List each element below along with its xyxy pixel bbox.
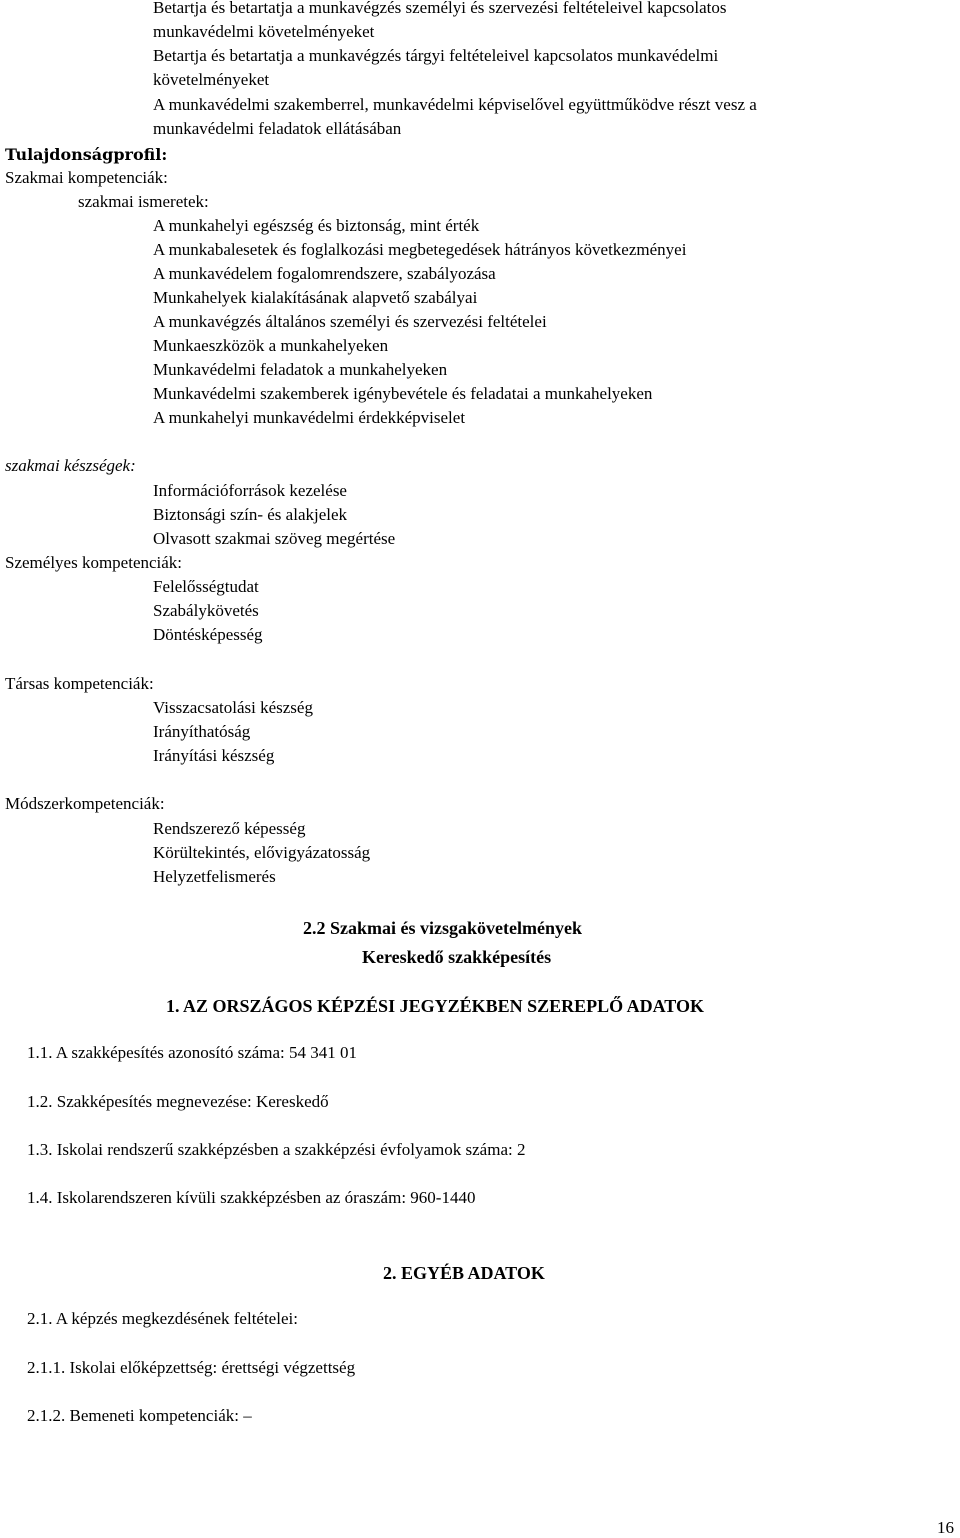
heading-orszagos-kepzesi-jegyzek: 1. AZ ORSZÁGOS KÉPZÉSI JEGYZÉKBEN SZEREPLŐ ADATOK bbox=[166, 996, 704, 1016]
szakmai-ismeretek-label: szakmai ismeretek: bbox=[78, 192, 209, 211]
other-item-2-1-2: 2.1.2. Bemeneti kompetenciák: – bbox=[27, 1406, 252, 1425]
szemelyes-item-1: Felelősségtudat bbox=[153, 577, 259, 596]
data-item-1-1: 1.1. A szakképesítés azonosító száma: 54 341 01 bbox=[27, 1043, 358, 1062]
top-item-4: követelményeket bbox=[153, 70, 270, 89]
tarsas-kompetenciak-label: Társas kompetenciák: bbox=[5, 674, 154, 693]
tarsas-item-2: Irányíthatóság bbox=[153, 722, 251, 741]
ismeret-item-5: A munkavégzés általános személyi és szervezési feltételei bbox=[153, 312, 547, 331]
keszseg-item-3: Olvasott szakmai szöveg megértése bbox=[153, 529, 396, 548]
ismeret-item-1: A munkahelyi egészség és biztonság, mint érték bbox=[153, 216, 480, 235]
data-item-1-4: 1.4. Iskolarendszeren kívüli szakképzésben az óraszám: 960-1440 bbox=[27, 1188, 476, 1207]
section-subtitle: Kereskedő szakképesítés bbox=[362, 947, 552, 967]
tarsas-item-1: Visszacsatolási készség bbox=[153, 698, 313, 717]
page-number: 16 bbox=[937, 1518, 954, 1537]
keszseg-item-2: Biztonsági szín- és alakjelek bbox=[153, 505, 348, 524]
tarsas-item-3: Irányítási készség bbox=[153, 746, 275, 765]
ismeret-item-6: Munkaeszközök a munkahelyeken bbox=[153, 336, 389, 355]
other-item-2-1: 2.1. A képzés megkezdésének feltételei: bbox=[27, 1309, 298, 1328]
szakmai-keszsegek-label: szakmai készségek: bbox=[5, 456, 136, 475]
section-title: 2.2 Szakmai és vizsgakövetelmények bbox=[303, 918, 582, 938]
modszer-item-1: Rendszerező képesség bbox=[153, 819, 306, 838]
heading-egyeb-adatok: 2. EGYÉB ADATOK bbox=[383, 1263, 545, 1283]
top-item-3: Betartja és betartatja a munkavégzés tárgyi feltételeivel kapcsolatos munkavédelmi bbox=[153, 46, 719, 65]
ismeret-item-2: A munkabalesetek és foglalkozási megbetegedések hátrányos következményei bbox=[153, 240, 687, 259]
szemelyes-kompetenciak-label: Személyes kompetenciák: bbox=[5, 553, 183, 572]
data-item-1-3: 1.3. Iskolai rendszerű szakképzésben a szakképzési évfolyamok száma: 2 bbox=[27, 1140, 526, 1159]
szemelyes-item-2: Szabálykövetés bbox=[153, 601, 259, 620]
modszer-item-2: Körültekintés, elővigyázatosság bbox=[153, 843, 371, 862]
top-item-1: Betartja és betartatja a munkavégzés személyi és szervezési feltételeivel kapcsolatos bbox=[153, 0, 727, 17]
other-item-2-1-1: 2.1.1. Iskolai előképzettség: érettségi végzettség bbox=[27, 1358, 356, 1377]
data-item-1-2: 1.2. Szakképesítés megnevezése: Kereskedő bbox=[27, 1092, 329, 1111]
profile-title: Tulajdonságprofil: bbox=[5, 145, 168, 164]
top-item-5: A munkavédelmi szakemberrel, munkavédelmi képviselővel együttműködve részt vesz a bbox=[153, 95, 757, 114]
modszer-kompetenciak-label: Módszerkompetenciák: bbox=[5, 794, 165, 813]
top-item-6: munkavédelmi feladatok ellátásában bbox=[153, 119, 402, 138]
ismeret-item-8: Munkavédelmi szakemberek igénybevétele és feladatai a munkahelyeken bbox=[153, 384, 653, 403]
modszer-item-3: Helyzetfelismerés bbox=[153, 867, 276, 886]
szemelyes-item-3: Döntésképesség bbox=[153, 625, 263, 644]
ismeret-item-9: A munkahelyi munkavédelmi érdekképviselet bbox=[153, 408, 466, 427]
ismeret-item-4: Munkahelyek kialakításának alapvető szabályai bbox=[153, 288, 478, 307]
ismeret-item-3: A munkavédelem fogalomrendszere, szabályozása bbox=[153, 264, 496, 283]
keszseg-item-1: Információforrások kezelése bbox=[153, 481, 347, 500]
ismeret-item-7: Munkavédelmi feladatok a munkahelyeken bbox=[153, 360, 448, 379]
top-item-2: munkavédelmi követelményeket bbox=[153, 22, 375, 41]
szakmai-kompetenciak-label: Szakmai kompetenciák: bbox=[5, 168, 168, 187]
